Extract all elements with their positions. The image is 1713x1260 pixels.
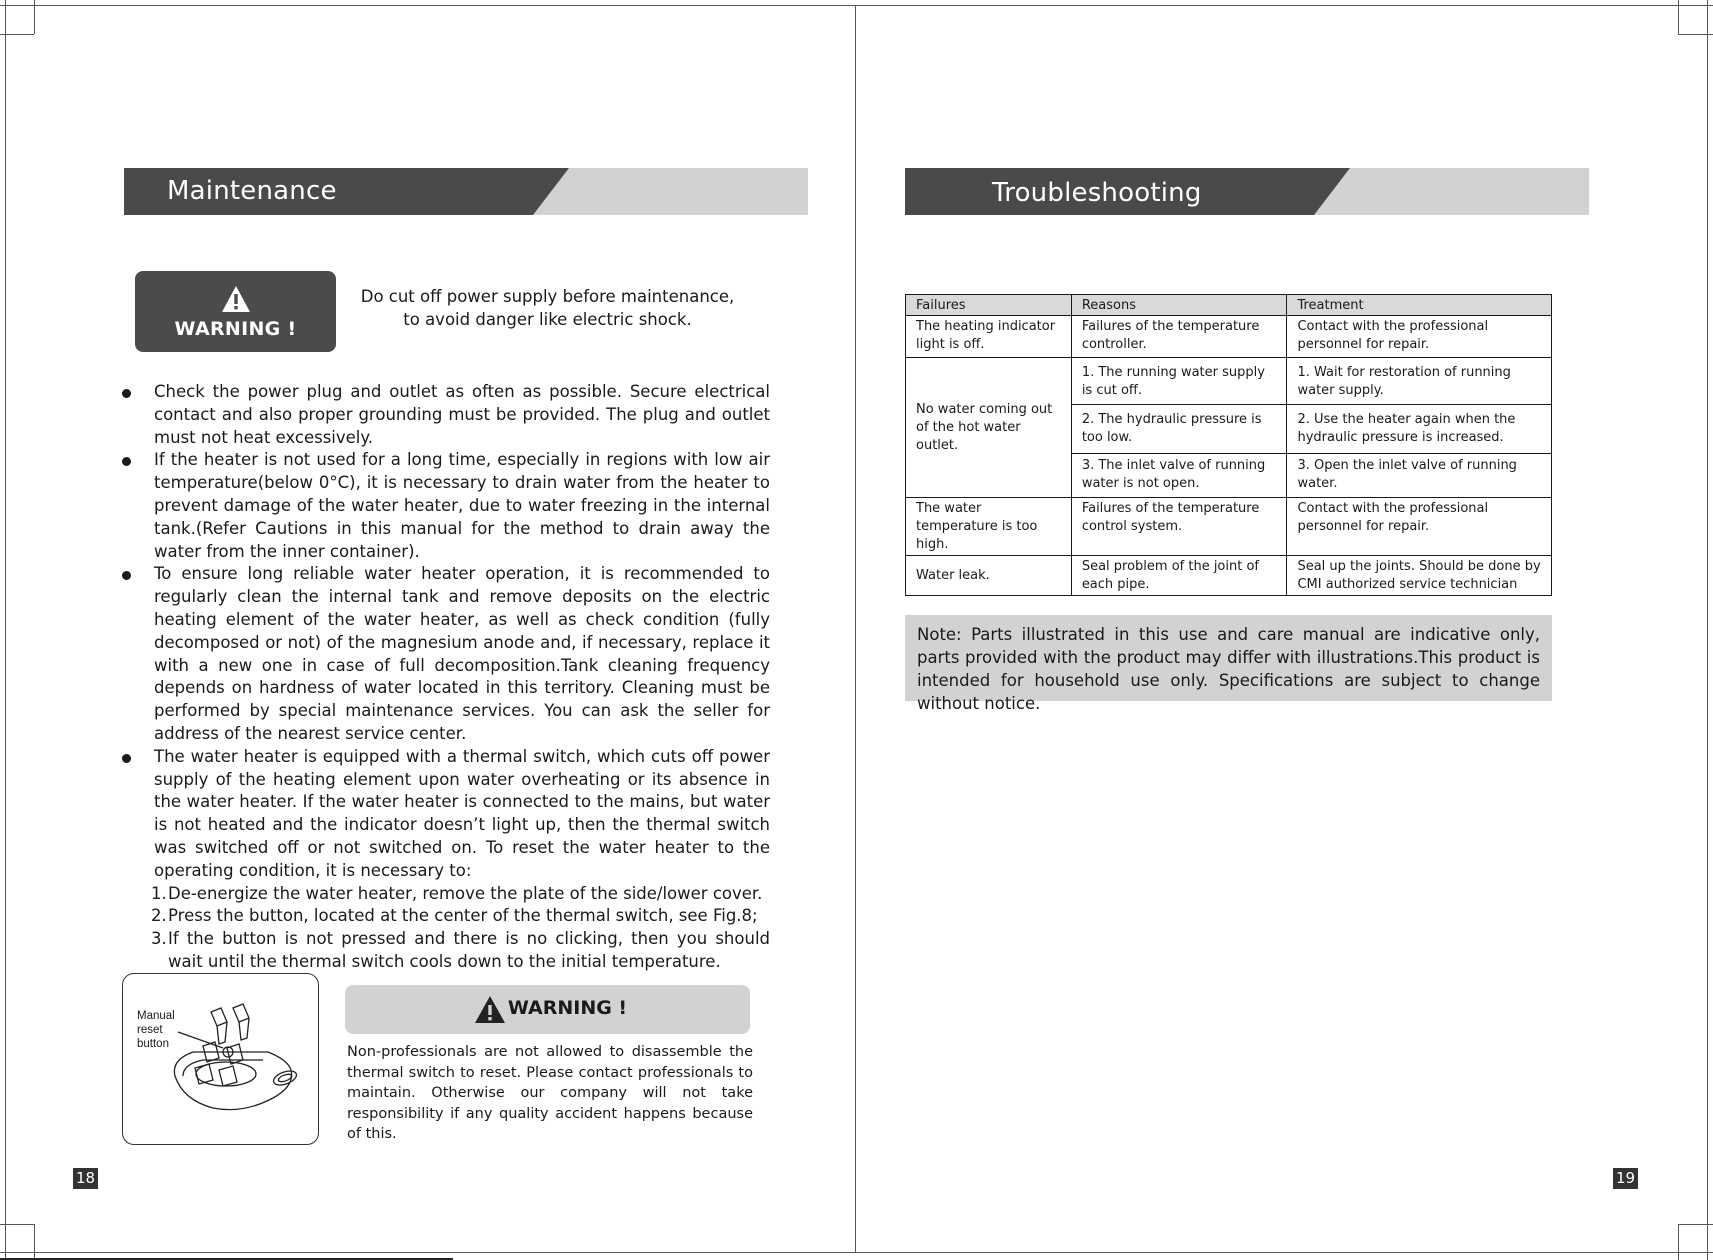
crop-mark-br-v (1678, 1224, 1679, 1260)
warning-bar-label: WARNING ! (507, 997, 628, 1019)
step-item (151, 928, 770, 974)
bullet-dot-icon (122, 389, 131, 398)
reason-cell: 3. The inlet valve of running water is not open. (1071, 454, 1287, 498)
maintenance-header (124, 168, 808, 215)
center-fold (855, 5, 856, 1252)
crop-mark-bl-h (0, 1224, 34, 1225)
failure-cell: No water coming out of the hot water outlet. (906, 358, 1072, 498)
treatment-cell: Seal up the joints. Should be done by CMI authorized service technician (1287, 556, 1552, 596)
warning-triangle-icon (221, 285, 251, 313)
bullet-text: If the heater is not used for a long time, especially in regions with low air temperature(below 0°C), it is necessary to drain water from the heater to prevent damage of the water heater, due to water freezing in the internal tank.(Refer Cautions in this manual for the method to drain away the water from the inner container). (154, 450, 770, 561)
top-border (0, 5, 1713, 6)
step-number: 3. (151, 929, 167, 949)
bullet-item (118, 746, 770, 883)
warning-text: Do cut off power supply before maintenance, to avoid danger like electric shock. (360, 287, 735, 329)
failure-cell: Water leak. (906, 556, 1072, 596)
reason-cell: 1. The running water supply is cut off. (1071, 358, 1287, 405)
failure-cell: The heating indicator light is off. (906, 316, 1072, 358)
step-number: 2. (151, 906, 167, 926)
bullet-item (118, 563, 770, 745)
page-number-left: 18 (73, 1168, 98, 1189)
figure-label: Manual reset button (137, 1010, 175, 1050)
bullet-text: To ensure long reliable water heater operation, it is recommended to regularly clean the internal tank and remove deposits on the electric heating element of the water heater, as well as check condition (fully decomposed or not) of the magnesium anode and, if necessary, replace it with a new one in case of full decomposition.Tank cleaning frequency depends on hardness of water located in this territory. Cleaning must be performed by special maintenance services. You can ask the seller for address of the nearest service center. (154, 564, 770, 743)
troubleshooting-title: Troubleshooting (992, 178, 1202, 208)
bottom-border (0, 1252, 1713, 1253)
troubleshooting-table (905, 294, 1552, 596)
bullet-dot-icon (122, 457, 131, 466)
warning-bar-text: Non-professionals are not allowed to disassemble the thermal switch to reset. Please contact professionals to maintain. Otherwise our company will not take responsibility if any quality accident happens because of this. (347, 1044, 753, 1142)
note-text: Note: Parts illustrated in this use and care manual are indicative only, parts provided with the product may differ with illustrations.This product is intended for household use only. Specifications are subject to change without notice. (917, 625, 1540, 713)
note-box (905, 615, 1552, 713)
crop-mark-tl-h (0, 34, 34, 35)
crop-mark-tr-h (1678, 34, 1713, 35)
maintenance-bullets (118, 381, 770, 974)
bullet-item (118, 381, 770, 449)
bullet-text: The water heater is equipped with a thermal switch, which cuts off power supply of the heating element upon water overheating or its absence in the water heater. If the water heater is connected to the mains, but water is not heated and the indicator doesn’t light up, then the thermal switch was switched off or not switched on. To reset the water heater to the operating condition, it is necessary to: (154, 746, 770, 880)
treatment-cell: 3. Open the inlet valve of running water. (1287, 454, 1552, 498)
maintenance-title: Maintenance (167, 176, 337, 206)
reason-cell: 2. The hydraulic pressure is too low. (1071, 405, 1287, 454)
table-row (906, 556, 1552, 596)
step-text: De-energize the water heater, remove the plate of the side/lower cover. (168, 883, 763, 903)
reason-cell: Seal problem of the joint of each pipe. (1071, 556, 1287, 596)
column-header-treatment: Treatment (1287, 295, 1552, 316)
crop-mark-br-h (1678, 1224, 1713, 1225)
bullet-dot-icon (122, 571, 131, 580)
treatment-cell: Contact with the professional personnel for repair. (1287, 316, 1552, 358)
table-row (906, 498, 1552, 556)
bullet-text: Check the power plug and outlet as often as possible. Secure electrical contact and also proper grounding must be provided. The plug and outlet must not heat excessively. (154, 382, 770, 447)
reason-cell: Failures of the temperature control system. (1071, 498, 1287, 556)
failure-cell: The water temperature is too high. (906, 498, 1072, 556)
step-item (151, 883, 770, 906)
reset-steps (118, 883, 770, 974)
warning-bar (345, 985, 750, 1034)
crop-mark-tl-v (34, 0, 35, 34)
column-header-reasons: Reasons (1071, 295, 1287, 316)
treatment-cell: Contact with the professional personnel for repair. (1287, 498, 1552, 556)
page-number-right: 19 (1613, 1168, 1638, 1189)
crop-mark-tr-v (1678, 0, 1679, 34)
right-border (1707, 0, 1708, 1260)
step-text: Press the button, located at the center of the thermal switch, see Fig.8; (168, 906, 758, 926)
step-item (151, 905, 770, 928)
warning-label: WARNING ! (174, 318, 297, 340)
treatment-cell: 2. Use the heater again when the hydraulic pressure is increased. (1287, 405, 1552, 454)
left-border (5, 0, 6, 1260)
troubleshooting-header (905, 168, 1589, 215)
bullet-dot-icon (122, 754, 131, 763)
treatment-cell: 1. Wait for restoration of running water supply. (1287, 358, 1552, 405)
warning-badge (135, 271, 336, 352)
bullet-item (118, 449, 770, 563)
step-number: 1. (151, 883, 167, 903)
reason-cell: Failures of the temperature controller. (1071, 316, 1287, 358)
table-row (906, 316, 1552, 358)
thermal-switch-figure (122, 973, 319, 1145)
thermal-switch-drawing (123, 974, 318, 1144)
crop-mark-bl-v (34, 1224, 35, 1260)
table-row (906, 358, 1552, 405)
table-header-row (906, 295, 1552, 316)
step-text: If the button is not pressed and there is no clicking, then you should wait until the thermal switch cools down to the initial temperature. (168, 929, 770, 971)
column-header-failures: Failures (906, 295, 1072, 316)
